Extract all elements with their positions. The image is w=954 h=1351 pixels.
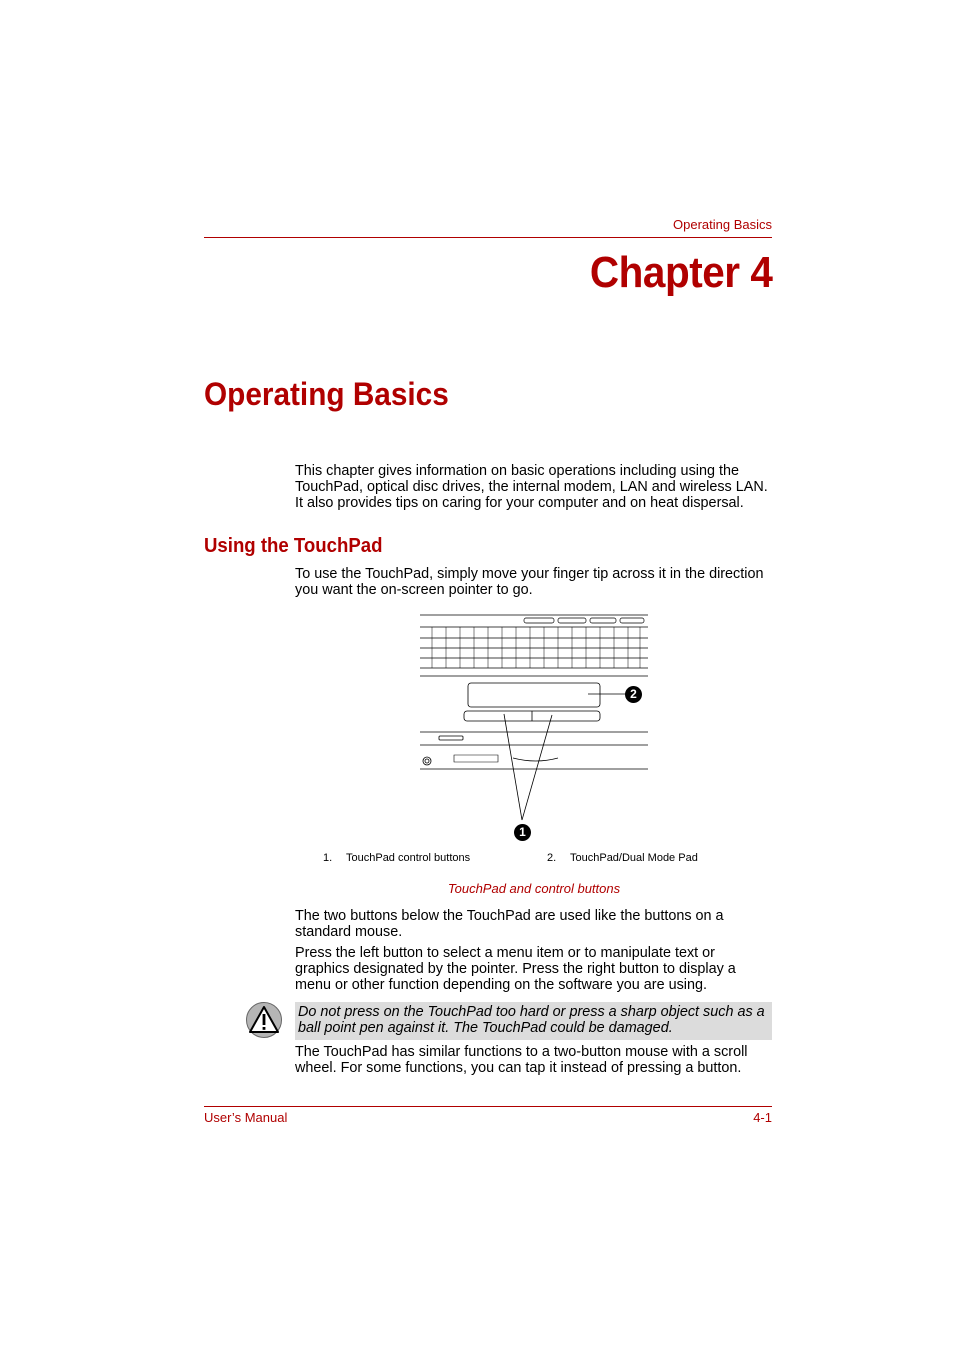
legend-item-1-text: TouchPad control buttons (346, 852, 471, 864)
legend-item-2-text: TouchPad/Dual Mode Pad (570, 852, 698, 864)
footer-rule (204, 1106, 772, 1107)
legend-item-1-num: 1. (323, 852, 333, 864)
section-heading: Using the TouchPad (204, 535, 383, 557)
intro-paragraph: This chapter gives information on basic operations including using the TouchPad, optical disc drives, the internal modem, LAN and wireless LAN. It also provides tips on caring for your computer and on heat dispersal. (295, 463, 768, 511)
figure-caption: TouchPad and control buttons (447, 881, 621, 896)
buttons-paragraph: The two buttons below the TouchPad are used like the buttons on a standard mouse. (295, 908, 724, 940)
touchpad-figure (418, 612, 650, 844)
scroll-paragraph: The TouchPad has similar functions to a two-button mouse with a scroll wheel. For some functions, you can tap it instead of pressing a button. (295, 1044, 748, 1076)
callout-2: 2 (625, 686, 642, 703)
footer-manual-label: User’s Manual (204, 1110, 288, 1125)
warning-triangle-icon (245, 1001, 283, 1039)
select-paragraph: Press the left button to select a menu item or to manipulate text or graphics designated by the pointer. Press the right button to display a menu or other function depending on the software you are using. (295, 945, 736, 993)
keyboard-illustration (420, 615, 648, 676)
legend-item-2-num: 2. (547, 852, 557, 864)
running-header: Operating Basics (673, 217, 772, 232)
touchpad-illustration (420, 683, 648, 820)
warning-text: Do not press on the TouchPad too hard or press a sharp object such as a ball point pen against it. The TouchPad could be damaged. (298, 1004, 765, 1036)
page-number: 4-1 (753, 1110, 772, 1125)
callout-1: 1 (514, 824, 531, 841)
header-rule (204, 237, 772, 238)
touchpad-paragraph: To use the TouchPad, simply move your finger tip across it in the direction you want the on-screen pointer to go. (295, 566, 764, 598)
chapter-title: Operating Basics (204, 376, 449, 412)
chapter-label: Chapter 4 (589, 248, 772, 297)
